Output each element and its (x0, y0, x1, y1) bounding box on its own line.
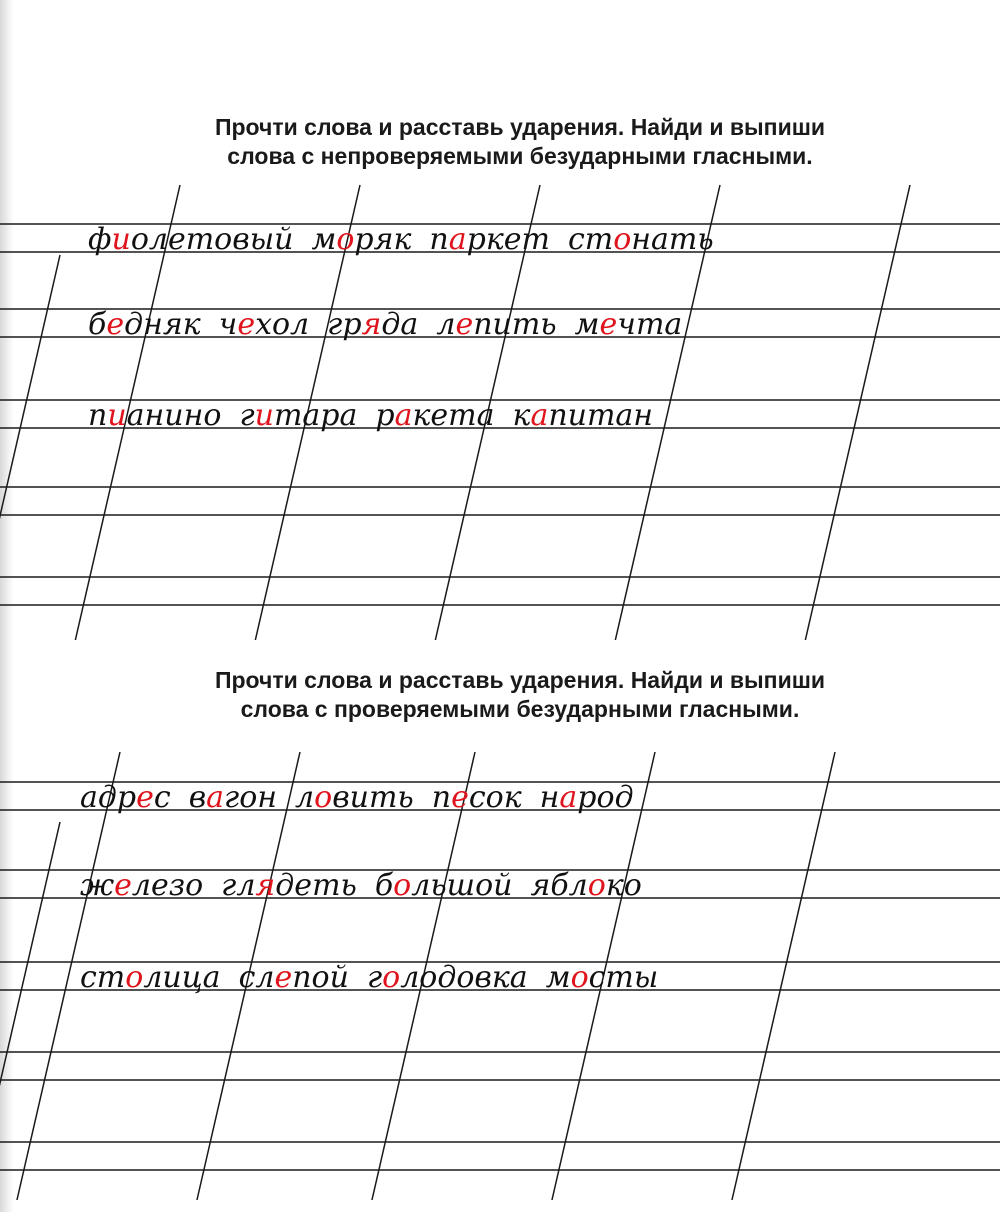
word-part: хол (255, 307, 310, 342)
word-part: льшой (411, 868, 513, 903)
exercise-2-instruction-line-1: Прочти слова и расставь ударения. Найди и выпиши (214, 667, 826, 693)
word-part: ф (88, 222, 112, 257)
word-part: м (545, 960, 571, 995)
word-part: м (311, 222, 337, 257)
stressed-vowel: е (451, 780, 469, 815)
stressed-vowel: и (107, 398, 127, 433)
word-part: кета (412, 398, 495, 433)
word-part: адр (80, 780, 137, 815)
word-part: лезо (131, 868, 204, 903)
word-part: ж (80, 868, 115, 903)
word-part: олетовый (130, 222, 294, 257)
word-part: дняк (124, 307, 201, 342)
stressed-vowel: и (254, 398, 274, 433)
word-part: н (539, 780, 560, 815)
word-part: в (188, 780, 207, 815)
word-part: лица (143, 960, 221, 995)
stressed-vowel: о (570, 960, 589, 995)
stressed-vowel: я (255, 868, 276, 903)
word-part: чта (617, 307, 683, 342)
stressed-vowel: а (559, 780, 578, 815)
slant-line-1-4 (732, 752, 835, 1200)
word-part: пить (473, 307, 557, 342)
word-part: с (153, 780, 171, 815)
stressed-vowel: я (361, 307, 382, 342)
word-part: б (88, 307, 107, 342)
stressed-vowel: е (136, 780, 154, 815)
word-row-1-0 (80, 780, 634, 815)
stressed-vowel: а (394, 398, 413, 433)
word-part: к (512, 398, 531, 433)
word-part: ряк (354, 222, 412, 257)
word-part: ст (567, 222, 614, 257)
word-part: ч (218, 307, 238, 342)
word-part: б (374, 868, 394, 903)
word-part: ко (605, 868, 642, 903)
word-part: м (574, 307, 600, 342)
word-part: пой (292, 960, 349, 995)
stressed-vowel: е (274, 960, 293, 995)
word-part: да (381, 307, 419, 342)
word-part: вить (332, 780, 414, 815)
word-part: ст (80, 960, 126, 995)
word-part: сок (468, 780, 522, 815)
stressed-vowel: а (530, 398, 549, 433)
word-part: г (366, 960, 383, 995)
stressed-vowel: о (125, 960, 144, 995)
slant-line-0-4 (805, 185, 910, 640)
word-part: сты (588, 960, 659, 995)
word-part: л (436, 307, 456, 342)
word-part: гон (224, 780, 278, 815)
stressed-vowel: о (314, 780, 333, 815)
stressed-vowel: о (587, 868, 606, 903)
word-part: ркет (466, 222, 550, 257)
slant-line-edge-0 (0, 255, 60, 640)
exercise-1-instruction-line-1: Прочти слова и расставь ударения. Найди и выпиши (214, 114, 826, 140)
word-part: сл (238, 960, 275, 995)
word-part: питан (548, 398, 654, 433)
stressed-vowel: о (393, 868, 412, 903)
word-part: гл (221, 868, 256, 903)
word-part: род (577, 780, 634, 815)
word-part: п (88, 398, 108, 433)
stressed-vowel: о (336, 222, 355, 257)
word-part: анино (126, 398, 222, 433)
stressed-vowel: а (206, 780, 225, 815)
word-part: ябл (530, 868, 588, 903)
word-part: гр (327, 307, 362, 342)
word-part: нать (631, 222, 714, 257)
word-part: г (239, 398, 255, 433)
exercise-2-instruction-line-2: слова с проверяемыми безударными гласными. (240, 696, 800, 722)
stressed-vowel: е (455, 307, 474, 342)
stressed-vowel: о (382, 960, 401, 995)
stressed-vowel: е (237, 307, 256, 342)
word-part: тара (273, 398, 358, 433)
word-row-0-1 (88, 307, 682, 342)
exercise-1-instruction-line-2: слова с непроверяемыми безударными гласными. (227, 143, 813, 169)
stressed-vowel: е (114, 868, 132, 903)
word-part: р (375, 398, 395, 433)
stressed-vowel: и (111, 222, 131, 257)
word-part: п (429, 222, 449, 257)
word-part: п (431, 780, 452, 815)
word-row-0-0 (88, 222, 714, 257)
stressed-vowel: е (599, 307, 618, 342)
word-part: л (295, 780, 315, 815)
word-row-1-2 (80, 960, 658, 995)
stressed-vowel: о (613, 222, 632, 257)
word-part: лодовка (400, 960, 528, 995)
stressed-vowel: а (448, 222, 467, 257)
word-part: деть (275, 868, 357, 903)
stressed-vowel: е (106, 307, 125, 342)
